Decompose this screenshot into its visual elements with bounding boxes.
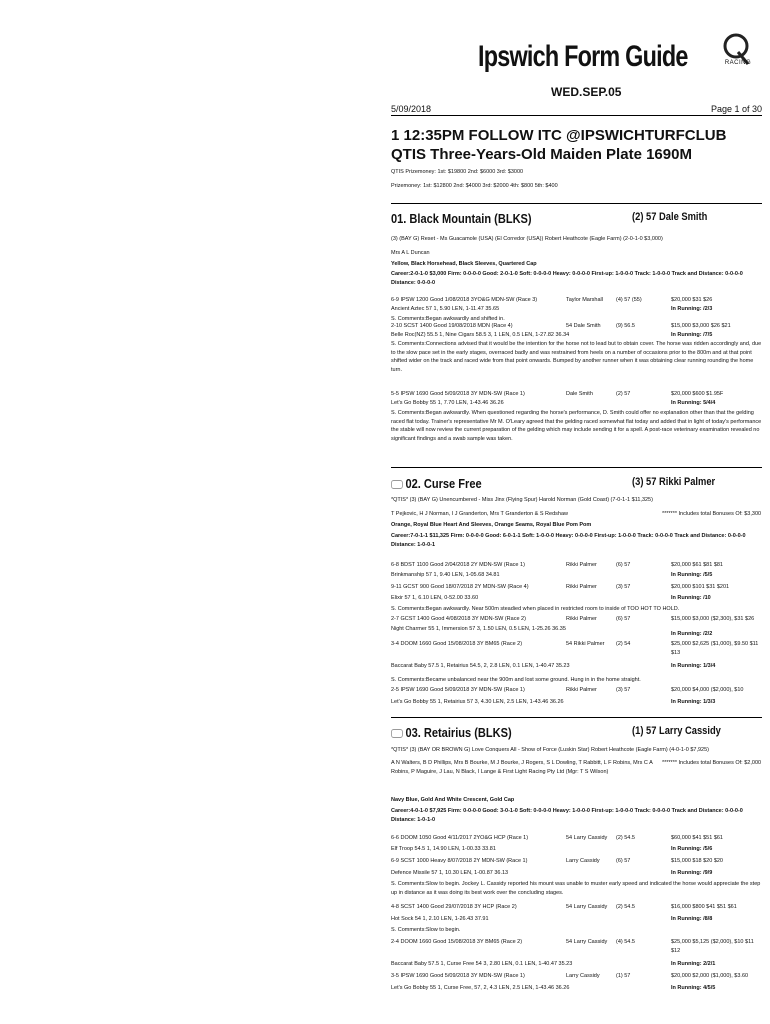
run-2-5-running: In Running: 1/3/3 <box>671 699 716 705</box>
runner-1-colours: Yellow, Black Horsehead, Black Sleeves, Quartered Cap <box>391 261 537 267</box>
run-2-1-barrier: (6) 57 <box>616 562 631 568</box>
run-2-1-line: 6-8 BDST 1100 Good 2/04/2018 2Y MDN-SW (Race 1) <box>391 562 525 568</box>
run-3-4-result: Baccarat Baby 57.5 1, Curse Free 54 3, 2.80 LEN, 0.1 LEN, 1-40.47 35.23 <box>391 961 573 967</box>
runner-2-breeding: *QTIS* (3) (BAY G) Unencumbered - Miss Jinx (Flying Spur) Harold Norman (Gold Coast) (7-0-1-1 $11,325) <box>391 497 653 503</box>
run-1-3-running: In Running: 5/4/4 <box>671 400 716 406</box>
run-3-3-comment: S. Comments:Slow to begin. <box>391 927 461 933</box>
racing-logo-icon <box>716 32 756 76</box>
run-1-1-line: 6-9 IPSW 1200 Good 1/08/2018 3YO&G MDN-SW (Race 3) <box>391 297 538 303</box>
run-1-3-comment: S. Comments:Began awkwardly. When questioned regarding the horse's performance, D. Smith could offer no explanation other than that the gelding raced flat today. Trainer's representative Mr M. O'Leary agreed that the gelding raced somewhat flat today and added that in light of today's performance the stable will now review the current preparation of the gelding which may include sending it for a spell. A post-race veterinary examination revealed no significant findings and a swab sample was taken. <box>391 410 762 442</box>
run-2-5-jockey: Rikki Palmer <box>566 687 597 693</box>
run-2-5-barrier: (3) 57 <box>616 687 631 693</box>
run-3-3-jockey: 54 Larry Cassidy <box>566 904 608 910</box>
run-3-4-prize: $25,000 $5,125 ($2,000), $10 $11 $12 <box>671 939 754 954</box>
run-1-1-result: Ancient Aztec 57 1, 5.90 LEN, 1-11.47 35.65 <box>391 306 500 312</box>
runner-3-career: Career:4-0-1-0 $7,925 Firm: 0-0-0-0 Good: 3-0-1-0 Soft: 0-0-0-0 Heavy: 1-0-0-0 First-up: 1-0-0-0 Track: 0-0-0-0 Track and Distance: 0-0-0-0 Distance: 1-0-1-0 <box>391 808 743 823</box>
runner-1-breeding: (3) (BAY G) Reset - Ms Guacamole (USA) (El Corredor (USA)) Robert Heathcote (Eagle Farm) (2-0-1-0 $3,000) <box>391 236 663 242</box>
run-1-2-comment: S. Comments:Connections advised that it would be the intention for the horse not to lead but to obtain cover. The horse was ridden accordingly and, due to the slow pace set in the early stages, overraced badly and was restrained from heels on a number of occasions prior to the 800m and at that point shifted wider on the track and raced wide from that point onwards. Bumped by another runner when it was obtaining clear running rounding the home turn. <box>391 341 762 373</box>
prizemoney: Prizemoney: 1st: $12800 2nd: $4000 3rd: $2000 4th: $800 5th: $400 <box>391 183 558 189</box>
run-2-2-jockey: Rikki Palmer <box>566 584 597 590</box>
run-2-1-result: Brinkmanship 57 1, 9.40 LEN, 1-05.68 34.81 <box>391 572 500 578</box>
run-3-1-prize: $60,000 $41 $51 $61 <box>671 835 723 841</box>
run-1-3-line: 5-5 IPSW 1690 Good 5/09/2018 3Y MDN-SW (Race 1) <box>391 391 525 397</box>
run-1-1-jockey: Taylor Marshall <box>566 297 603 303</box>
runner-2-heading <box>391 476 482 491</box>
runner-2-barrier-jockey: (3) 57 Rikki Palmer <box>632 476 716 488</box>
runner-1-name: 01. Black Mountain (BLKS) <box>391 211 532 226</box>
run-3-2-jockey: Larry Cassidy <box>566 858 600 864</box>
run-2-2-prize: $20,000 $101 $31 $201 <box>671 584 730 590</box>
run-2-5-line: 2-5 IPSW 1690 Good 5/09/2018 3Y MDN-SW (Race 1) <box>391 687 525 693</box>
run-2-5-result: Let's Go Bobby 55 1, Retairius 57 3, 4.30 LEN, 2.5 LEN, 1-43.46 36.26 <box>391 699 564 705</box>
run-1-2-jockey: 54 Dale Smith <box>566 323 601 329</box>
run-2-4-comment: S. Comments:Became unbalanced near the 900m and lost some ground. Hung in in the home straight. <box>391 677 641 683</box>
silks-icon <box>391 729 403 738</box>
form-guide-title: Ipswich Form Guide <box>478 40 688 73</box>
run-3-5-running: In Running: 4/5/5 <box>671 985 716 991</box>
runner-2-name: 02. Curse Free <box>405 476 482 491</box>
run-2-3-prize: $15,000 $3,000 ($2,300), $31 $26 <box>671 616 755 622</box>
run-1-1-barrier: (4) 57 (55) <box>616 297 642 303</box>
run-2-3-result: Night Charmer 55 1, Immersion 57 3, 1.50 LEN, 0.5 LEN, 1-25.26 36.35 <box>391 626 566 632</box>
runner-2-colours: Orange, Royal Blue Heart And Sleeves, Orange Seams, Royal Blue Pom Pom <box>391 522 592 528</box>
run-2-1-running: In Running: /5/5 <box>671 572 713 578</box>
run-2-2-barrier: (3) 57 <box>616 584 631 590</box>
runner-1-rule <box>391 203 762 204</box>
run-2-3-jockey: Rikki Palmer <box>566 616 597 622</box>
runner-2-owners: T Pejkovic, H J Norman, I J Granderton, Mrs T Granderton & S Redshaw <box>391 511 568 517</box>
run-3-2-line: 6-9 SCST 1000 Heavy 8/07/2018 2Y MDN-SW (Race 1) <box>391 858 528 864</box>
run-3-3-prize: $16,000 $800 $41 $51 $61 <box>671 904 737 910</box>
runner-1-owners: Mrs A L Duncan <box>391 250 430 256</box>
runner-2-bonus: ******* Includes total Bonuses Of: $3,300 <box>662 511 762 517</box>
run-3-5-line: 3-5 IPSW 1690 Good 5/09/2018 3Y MDN-SW (Race 1) <box>391 973 525 979</box>
run-3-4-line: 2-4 DOOM 1660 Good 15/08/2018 3Y BM65 (Race 2) <box>391 939 523 945</box>
run-3-1-running: In Running: /5/6 <box>671 846 713 852</box>
run-2-4-prize: $25,000 $2,625 ($1,000), $9.50 $11 $13 <box>671 641 759 656</box>
run-3-2-result: Defence Missile 57 1, 10.30 LEN, 1-00.87 36.13 <box>391 870 509 876</box>
run-2-2-comment: S. Comments:Began awkwardly. Near 500m steadied when placed in restricted room to inside of TOO HOT TO HOLD. <box>391 606 680 612</box>
run-3-1-result: Elf Troop 54.5 1, 14.90 LEN, 1-00.33 33.81 <box>391 846 496 852</box>
run-3-2-running: In Running: /9/9 <box>671 870 713 876</box>
run-3-2-barrier: (6) 57 <box>616 858 631 864</box>
run-3-5-result: Let's Go Bobby 55 1, Curse Free, 57, 2, 4.3 LEN, 2.5 LEN, 1-43.46 36.26 <box>391 985 570 991</box>
run-1-2-line: 2-10 SCST 1400 Good 19/08/2018 MDN (Race 4) <box>391 323 513 329</box>
run-3-1-line: 6-6 DOOM 1050 Good 4/11/2017 2YO&G HCP (Race 1) <box>391 835 529 841</box>
run-2-5-prize: $20,000 $4,000 ($2,000), $10 <box>671 687 744 693</box>
runner-2-career: Career:7-0-1-1 $11,325 Firm: 0-0-0-0 Good: 6-0-1-1 Soft: 1-0-0-0 Heavy: 0-0-0-0 First-up: 1-0-0-0 Track: 0-0-0-0 Track and Distance: 0-0-0-0 Distance: 1-0-0-1 <box>391 533 746 548</box>
run-2-1-prize: $20,000 $61 $81 $81 <box>671 562 723 568</box>
run-3-4-barrier: (4) 54.5 <box>616 939 635 945</box>
run-3-4-running: In Running: 2/2/1 <box>671 961 716 967</box>
run-2-3-barrier: (6) 57 <box>616 616 631 622</box>
run-2-4-barrier: (2) 54 <box>616 641 631 647</box>
runner-3-rule <box>391 717 762 718</box>
run-3-5-jockey: Larry Cassidy <box>566 973 600 979</box>
run-3-2-comment: S. Comments:Slow to begin. Jockey L. Cassidy reported his mount was unable to muster early speed and indicated the horse would appreciate the step up in distance as it was doing its best work over the concluding stages. <box>391 881 761 896</box>
header-date: 5/09/2018 <box>391 104 432 114</box>
run-3-3-line: 4-8 SCST 1400 Good 29/07/2018 3Y HCP (Race 2) <box>391 904 517 910</box>
run-3-1-jockey: 54 Larry Cassidy <box>566 835 608 841</box>
runner-2-rule <box>391 467 762 468</box>
run-3-3-running: In Running: /8/8 <box>671 916 713 922</box>
header-rule <box>391 115 762 116</box>
run-3-1-barrier: (2) 54.5 <box>616 835 635 841</box>
runner-3-barrier-jockey: (1) 57 Larry Cassidy <box>632 725 721 737</box>
run-2-2-running: In Running: /10 <box>671 595 711 601</box>
run-2-3-running: In Running: /2/2 <box>671 631 713 637</box>
silks-icon <box>391 480 403 489</box>
racing-logo-text: RACING <box>724 60 752 66</box>
qtis-prizemoney: QTIS Prizemoney: 1st: $19800 2nd: $6000 3rd: $3000 <box>391 169 524 175</box>
run-1-1-running: In Running: /2/3 <box>671 306 713 312</box>
run-1-3-result: Let's Go Bobby 55 1, 7.70 LEN, 1-43.46 36.26 <box>391 400 504 406</box>
run-2-1-jockey: Rikki Palmer <box>566 562 597 568</box>
runner-3-breeding: *QTIS* (3) (BAY OR BROWN G) Love Conquers All - Show of Force (Luskin Star) Robert Heathcote (Eagle Farm) (4-0-1-0 $7,925) <box>391 747 709 753</box>
run-1-3-prize: $20,000 $600 $1.95F <box>671 391 724 397</box>
run-1-1-prize: $20,000 $31 $26 <box>671 297 713 303</box>
run-2-4-result: Baccarat Baby 57.5 1, Retairius 54.5, 2, 2.8 LEN, 0.1 LEN, 1-40.47 35.23 <box>391 663 570 669</box>
run-3-3-result: Hot Sock 54 1, 2.10 LEN, 1-26.43 37.91 <box>391 916 489 922</box>
run-3-5-prize: $20,000 $2,000 ($1,000), $3.60 <box>671 973 749 979</box>
run-2-2-line: 9-11 GCST 900 Good 18/07/2018 2Y MDN-SW (Race 4) <box>391 584 529 590</box>
run-3-2-prize: $15,000 $18 $20 $20 <box>671 858 723 864</box>
run-2-4-jockey: 54 Rikki Palmer <box>566 641 605 647</box>
run-3-5-barrier: (1) 57 <box>616 973 631 979</box>
run-1-2-prize: $15,000 $3,000 $26 $21 <box>671 323 731 329</box>
runner-3-colours: Navy Blue, Gold And White Crescent, Gold Cap <box>391 797 515 803</box>
date-caps: WED.SEP.05 <box>551 85 622 99</box>
runner-1-barrier-jockey: (2) 57 Dale Smith <box>632 211 708 223</box>
run-2-2-result: Elixir 57 1, 6.10 LEN, 0-52.00 33.60 <box>391 595 479 601</box>
runner-3-owners: A N Walters, B D Phillips, Mrs B Bourke, M J Bourke, J Rogers, S L Dowling, T Rabbitt, L F Robins, Mrs C A Robins, P Maguire, J Lau, N Black, I Lange & First Light Racing Pty Ltd (Mgr: T S Wilson) <box>391 760 653 775</box>
run-1-2-barrier: (9) 56.5 <box>616 323 635 329</box>
run-1-1-comment: S. Comments:Began awkwardly and shifted in. <box>391 316 505 322</box>
runner-3-name: 03. Retairius (BLKS) <box>405 725 512 740</box>
run-2-3-line: 2-7 GCST 1400 Good 4/08/2018 3Y MDN-SW (Race 2) <box>391 616 526 622</box>
run-1-2-running: In Running: /7/5 <box>671 332 713 338</box>
run-2-4-running: In Running: 1/3/4 <box>671 663 716 669</box>
runner-1-career: Career:2-0-1-0 $3,000 Firm: 0-0-0-0 Good: 2-0-1-0 Soft: 0-0-0-0 Heavy: 0-0-0-0 First-up: 1-0-0-0 Track: 1-0-0-0 Track and Distance: 0-0-0-0 Distance: 0-0-0-0 <box>391 271 743 286</box>
run-3-4-jockey: 54 Larry Cassidy <box>566 939 608 945</box>
run-3-3-barrier: (2) 54.5 <box>616 904 635 910</box>
run-1-3-jockey: Dale Smith <box>566 391 593 397</box>
run-1-3-barrier: (2) 57 <box>616 391 631 397</box>
runner-3-heading <box>391 725 512 740</box>
run-1-2-result: Belle Roc(NZ) 55.5 1, Nine Cigars 58.5 3, 1 LEN, 0.5 LEN, 1-27.82 36.34 <box>391 332 570 338</box>
run-2-4-line: 3-4 DOOM 1660 Good 15/08/2018 3Y BM65 (Race 2) <box>391 641 523 647</box>
race-title: 1 12:35PM FOLLOW ITC @IPSWICHTURFCLUB QTIS Three-Years-Old Maiden Plate 1690M <box>391 127 727 163</box>
page-number: Page 1 of 30 <box>710 104 762 114</box>
runner-3-bonus: ******* Includes total Bonuses Of: $2,000 <box>662 760 762 766</box>
